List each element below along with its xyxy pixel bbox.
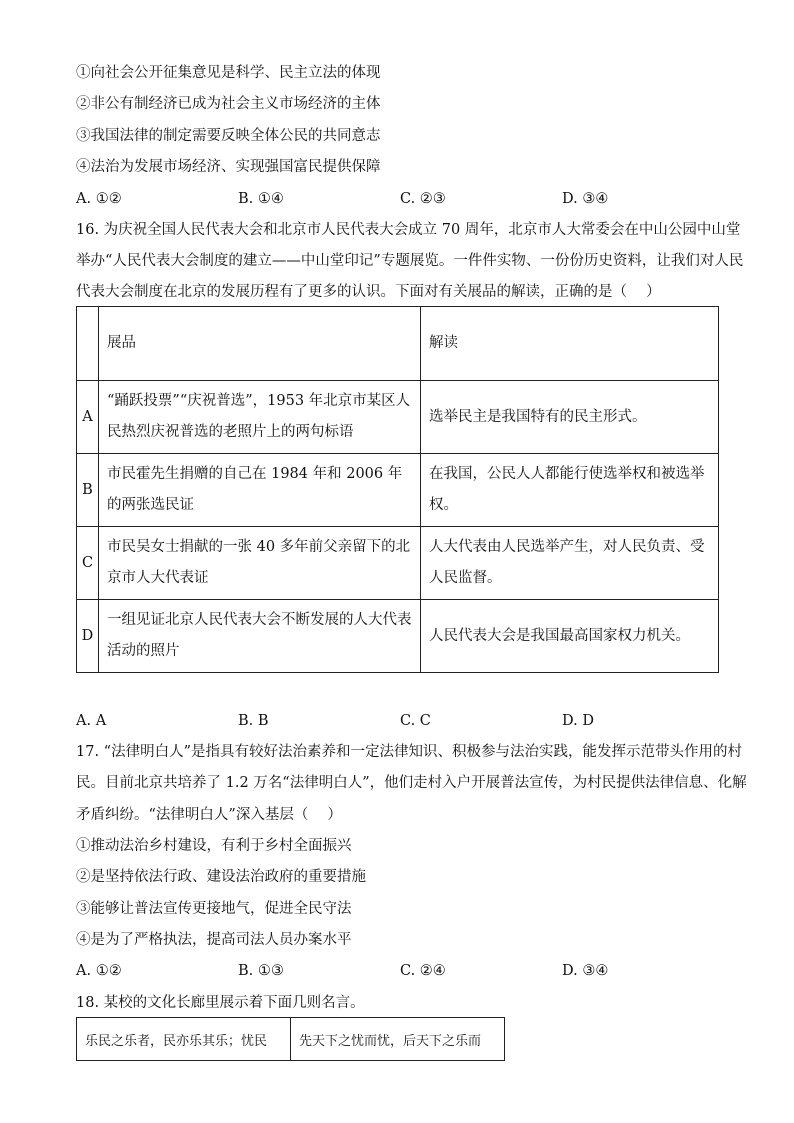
q16-stem-line-3: 代表大会制度在北京的发展历程有了更多的认识。下面对有关展品的解读，正确的是（ ） [76, 284, 661, 300]
q16-exhibit-table [76, 306, 719, 673]
q16-stem-line-1: 16. 为庆祝全国人民代表大会和北京市人民代表大会成立 70 周年，北京市人大常委会在中山公园中山堂 [76, 222, 741, 238]
row-reading: 在我国，公民人人都能行使选举权和被选举权。 [421, 454, 719, 527]
q17-stem-line-2: 民。目前北京共培养了 1.2 万名“法律明白人”，他们走村入户开展普法宣传，为村民提供法律信息、化解 [76, 775, 747, 791]
q16-stem-line-2: 举办“人民代表大会制度的建立——中山堂印记”专题展览。一件件实物、一份份历史资料，让我们对人民 [76, 253, 744, 269]
q17-statement-3: ③能够让普法宣传更接地气，促进全民守法 [76, 901, 352, 917]
q15-statement-3: ③我国法律的制定需要反映全体公民的共同意志 [76, 128, 381, 144]
q16-choice-b: B. B [238, 713, 269, 729]
row-key: D [77, 600, 99, 673]
q16-choice-a: A. A [76, 713, 107, 729]
q17-statement-1: ①推动法治乡村建设，有利于乡村全面振兴 [76, 838, 352, 854]
header-exhibit: 展品 [99, 307, 421, 381]
row-reading: 选举民主是我国特有的民主形式。 [421, 381, 719, 454]
q16-choice-d: D. D [562, 713, 594, 729]
q18-intro: 18. 某校的文化长廊里展示着下面几则名言。 [76, 995, 365, 1011]
q17-choice-b: B. ①③ [238, 963, 284, 979]
row-reading: 人大代表由人民选举产生，对人民负责、受人民监督。 [421, 527, 719, 600]
row-key: C [77, 527, 99, 600]
q15-statement-2: ②非公有制经济已成为社会主义市场经济的主体 [76, 96, 381, 112]
q17-statement-2: ②是坚持依法行政、建设法治政府的重要措施 [76, 869, 366, 885]
q17-stem-line-3: 矛盾纠纷。“法律明白人”深入基层（ ） [76, 807, 342, 823]
row-exhibit: 市民吴女士捐献的一张 40 多年前父亲留下的北京市人大代表证 [99, 527, 421, 600]
q15-statement-4: ④法治为发展市场经济、实现强国富民提供保障 [76, 159, 381, 175]
q15-choice-c: C. ②③ [400, 191, 446, 207]
table-header-row [77, 307, 719, 381]
q16-choices [76, 711, 716, 731]
row-exhibit: “踊跃投票”“庆祝普选”，1953 年北京市某区人民热烈庆祝普选的老照片上的两句标语 [99, 381, 421, 454]
q17-choices [76, 961, 716, 981]
header-reading: 解读 [421, 307, 719, 381]
q17-statement-4: ④是为了严格执法，提高司法人员办案水平 [76, 932, 352, 948]
q15-choice-a: A. ①② [76, 191, 122, 207]
quotes-row [77, 1018, 505, 1061]
row-key: A [77, 381, 99, 454]
quote-cell-1: 乐民之乐者，民亦乐其乐；忧民 [77, 1018, 291, 1061]
q16-choice-c: C. C [400, 713, 431, 729]
q15-choice-b: B. ①④ [238, 191, 284, 207]
table-row [77, 600, 719, 673]
q17-stem-line-1: 17. “法律明白人”是指具有较好法治素养和一定法律知识、积极参与法治实践，能发挥示范带头作用的村 [76, 744, 742, 760]
q18-quotes-table [76, 1017, 505, 1061]
header-key-cell [77, 307, 99, 381]
table-row [77, 381, 719, 454]
q15-choices [76, 189, 716, 209]
row-key: B [77, 454, 99, 527]
table-row [77, 454, 719, 527]
q17-choice-a: A. ①② [76, 963, 122, 979]
row-exhibit: 市民霍先生捐赠的自己在 1984 年和 2006 年的两张选民证 [99, 454, 421, 527]
q17-choice-d: D. ③④ [562, 963, 609, 979]
table-row [77, 527, 719, 600]
q15-choice-d: D. ③④ [562, 191, 609, 207]
quote-cell-2: 先天下之忧而忧，后天下之乐而 [291, 1018, 505, 1061]
row-exhibit: 一组见证北京人民代表大会不断发展的人大代表活动的照片 [99, 600, 421, 673]
q17-choice-c: C. ②④ [400, 963, 446, 979]
row-reading: 人民代表大会是我国最高国家权力机关。 [421, 600, 719, 673]
q15-statement-1: ①向社会公开征集意见是科学、民主立法的体现 [76, 65, 381, 81]
